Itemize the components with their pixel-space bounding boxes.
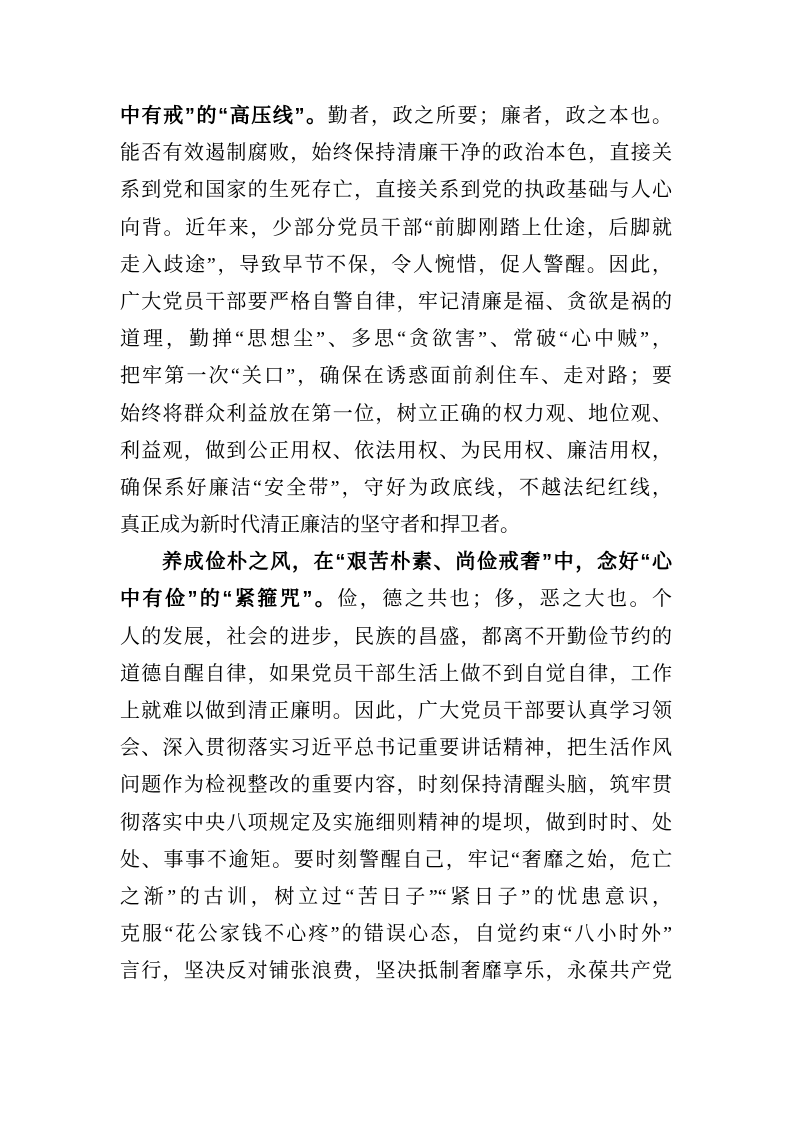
text-line [120,433,672,470]
emphasis-text: 中有戒”的“高压线”。 [120,105,328,127]
text-line [120,693,672,730]
body-text: 向背。近年来，少部分党员干部“前脚刚踏上仕途，后脚就 [120,216,672,239]
body-text: 道德自醒自律，如果党员干部生活上做不到自觉自律，工作 [120,662,672,685]
body-text: 问题作为检视整改的重要内容，时刻保持清醒头脑，筑牢贯 [120,774,672,797]
text-line [120,247,672,284]
body-text: 上就难以做到清正廉明。因此，广大党员干部要认真学习领 [120,700,672,722]
text-line [120,98,672,135]
text-line [120,470,672,507]
emphasis-text: 养成俭朴之风，在“艰苦朴素、尚俭戒奢”中，念好“心 [162,551,672,574]
document-text-block [120,98,672,991]
body-text: 走入歧途”，导致早节不保，令人惋惜，促人警醒。因此， [120,253,672,276]
body-text: 系到党和国家的生死存亡，直接关系到党的执政基础与人心 [120,179,672,202]
text-line [120,284,672,321]
body-text: 能否有效遏制腐败，始终保持清廉干净的政治本色，直接关 [120,142,672,165]
body-text: 道理，勤掸“思想尘”、多思“贪欲害”、常破“心中贼”， [120,328,672,351]
text-line [120,396,672,433]
body-text: 之渐”的古训，树立过“苦日子”“紧日子”的忧患意识， [120,885,672,908]
emphasis-text: 中有俭”的“紧箍咒”。 [120,588,338,611]
text-line [120,842,672,879]
body-text: 彻落实中央八项规定及实施细则精神的堤坝，做到时时、处 [120,811,672,834]
text-line [120,730,672,767]
text-line [120,172,672,209]
text-line [120,321,672,358]
body-text: 处、事事不逾矩。要时刻警醒自己，牢记“奢靡之始，危亡 [120,848,672,871]
text-line [120,210,672,247]
text-line [120,544,672,581]
body-text: 言行，坚决反对铺张浪费，坚决抵制奢靡享乐，永葆共产党 [120,960,672,983]
text-line [120,135,672,172]
body-text: 会、深入贯彻落实习近平总书记重要讲话精神，把生活作风 [120,737,672,760]
body-text: 确保系好廉洁“安全带”，守好为政底线，不越法纪红线， [120,476,672,499]
text-line [120,879,672,916]
body-text: 真正成为新时代清正廉洁的坚守者和捍卫者。 [120,514,520,537]
body-text: 广大党员干部要严格自警自律，牢记清廉是福、贪欲是祸的 [120,290,672,313]
text-line [120,805,672,842]
text-line [120,358,672,395]
text-line [120,507,672,544]
text-line [120,581,672,618]
text-line [120,619,672,656]
body-text: 勤者，政之所要；廉者，政之本也。 [327,105,672,127]
body-text: 始终将群众利益放在第一位，树立正确的权力观、地位观、 [120,402,672,425]
body-text: 人的发展，社会的进步，民族的昌盛，都离不开勤俭节约的 [120,625,672,648]
text-line [120,656,672,693]
text-line [120,916,672,953]
body-text: 克服“花公家钱不心疼”的错误心态，自觉约束“八小时外” [120,923,672,946]
text-line [120,953,672,990]
body-text: 把牢第一次“关口”，确保在诱惑面前刹住车、走对路；要 [120,365,672,388]
text-line [120,767,672,804]
body-text: 俭，德之共也；侈，恶之大也。个 [337,588,672,611]
body-text: 利益观，做到公正用权、依法用权、为民用权、廉洁用权， [120,439,672,462]
